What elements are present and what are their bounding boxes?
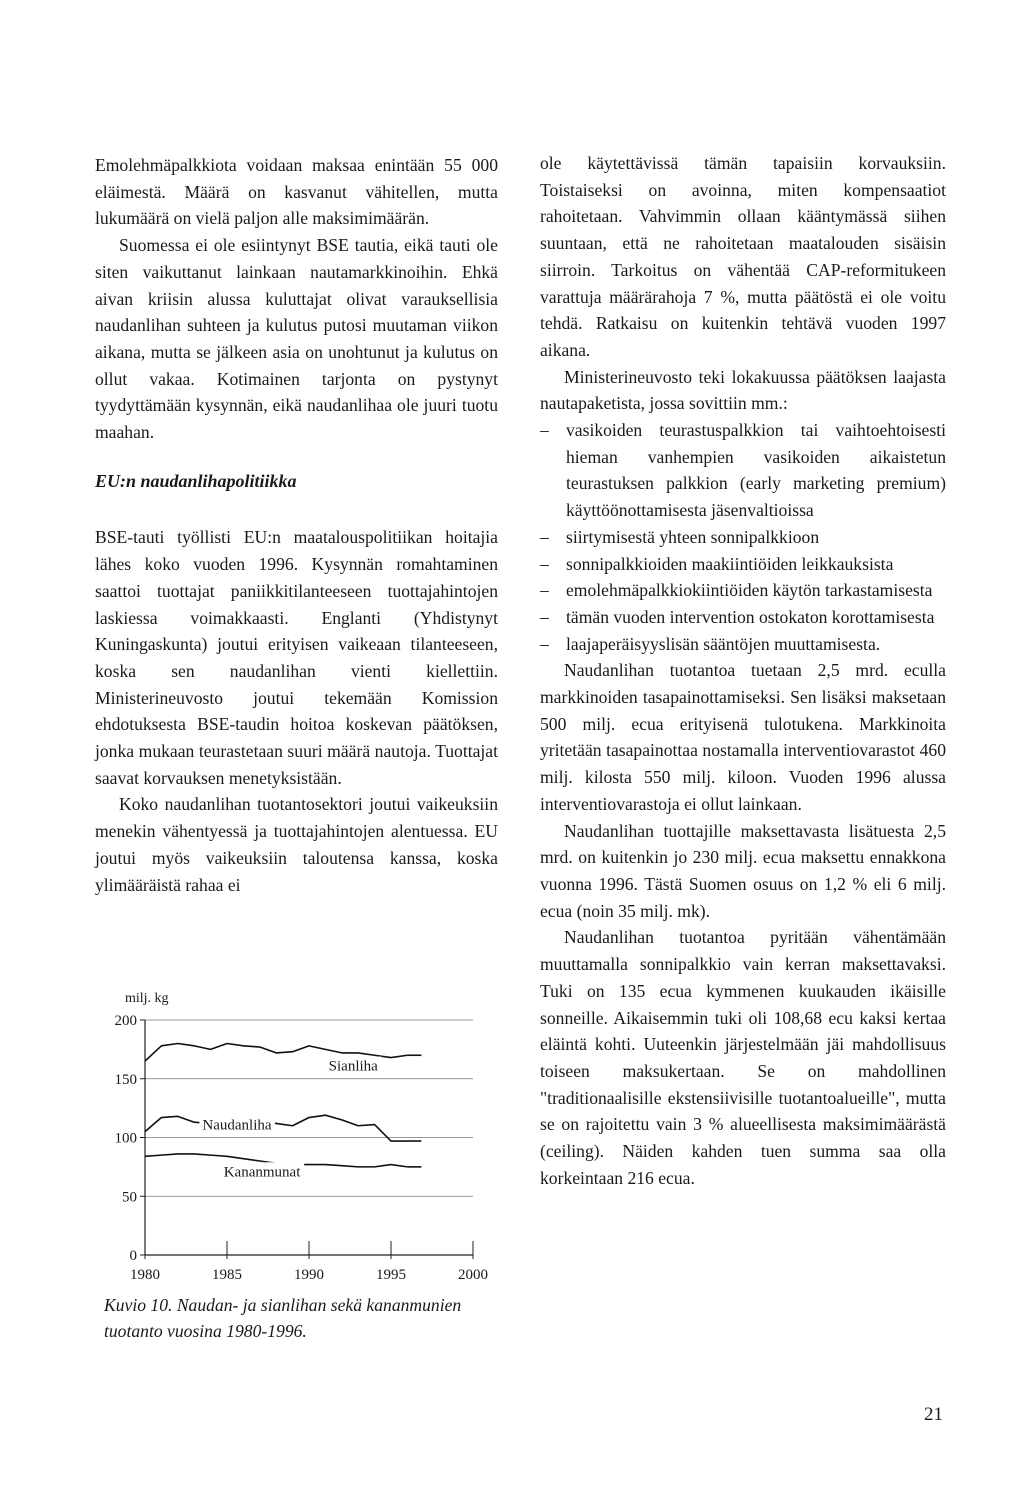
paragraph-list-intro: Ministerineuvosto teki lokakuussa päätöksen laajasta nautapaketista, jossa sovittiin mm.:: [540, 366, 946, 414]
list-item: – sonnipalkkioiden maakiintiöiden leikkauksista: [540, 551, 946, 578]
list-item: – siirtymisestä yhteen sonnipalkkioon: [540, 524, 946, 551]
paragraph-emolehma: Emolehmäpalkkiota voidaan maksaa enintään 55 000 eläimestä. Määrä on kasvanut vähitellen, mutta lukumäärä on vielä paljon alle maksimimäärän.: [95, 155, 498, 229]
y-tick-label: 200: [114, 1013, 137, 1029]
series-label-kananmunat: Kananmunat: [223, 1164, 301, 1181]
paragraph-bse-suomi: Suomessa ei ole esiintynyt BSE tautia, eikä tauti ole siten vaikuttanut lainkaan nautamarkkinoihin. Ehkä aivan kriisin alussa kuluttajat olivat varauksellisia naudanlihan suhteen ja kulutus putosi muutaman viikon aikana, mutta se jälkeen asia on unohtunut ja kulutus on ollut vakaa. Kotimainen tarjonta on pystynyt tyydyttämään kysynnän, eikä naudanlihaa ole juuri tuotu maahan.: [95, 235, 498, 443]
list-item: – vasikoiden teurastuspalkkion tai vaihtoehtoisesti hieman vanhempien vasikoiden aikaistetun teurastuksen palkkion (early marketing premium) käyttöönottamisesta jäsenvaltioissa: [540, 417, 946, 524]
y-tick-label: 0: [129, 1248, 137, 1264]
x-tick-label: 1980: [130, 1267, 160, 1283]
y-tick-label: 50: [122, 1189, 137, 1206]
list-item: – emolehmäpalkkiokiintiöiden käytön tarkastamisesta: [540, 577, 946, 604]
chart-svg: [95, 980, 515, 1290]
section-heading: EU:n naudanlihapolitiikka: [95, 470, 297, 491]
list-item: – laajaperäisyyslisän sääntöjen muuttamisesta.: [540, 631, 946, 658]
right-column: [540, 150, 946, 1191]
paragraph-bse-eu: BSE-tauti työllisti EU:n maatalouspolitiikan hoitajia lähes koko vuoden 1996. Kysynnän romahtaminen saattoi tuottajat paniikkitilanteeseen tuottajahintojen laskiessa voimakkaasti. Englanti (Yhdistynyt Kuningaskunta) joutui erityisen vaikeaan tilanteeseen, koska sen naudanlihan vienti kiellettiin. Ministerineuvosto joutui tekemään Komission ehdotuksesta BSE-taudin hoitoa koskevan päätöksen, jonka mukaan teurastetaan suuri määrä nautoja. Tuottajat saavat korvauksen menetyksistään.: [95, 527, 498, 788]
figure-caption: Kuvio 10. Naudan- ja sianlihan sekä kananmunien tuotanto vuosina 1980-1996.: [104, 1295, 462, 1341]
paragraph-sonnipalkkio: Naudanlihan tuotantoa pyritään vähentämään muuttamalla sonnipalkkio vain kerran maksettavaksi. Tuki on 135 ecua kymmenen kuukauden ikäisille sonneille. Aikaisemmin tuki oli 108,68 ecu kaksi kertaa eläintä kohti. Uuteenkin järjestelmään jäi mahdollisuus toiseen maksukertaan. Se on mahdollinen "traditionaalisille ekstensiivisille tuotantoalueille", mutta se on rajoitettu vain 3 % alueellisesta maksimimäärästä (ceiling). Näiden kahden tuen summa saa olla korkeintaan 216 ecua.: [540, 927, 946, 1188]
paragraph-continuation: ole käytettävissä tämän tapaisiin korvauksiin. Toistaiseksi on avoinna, miten kompensaatiot rahoitetaan. Vahvimmin ollaan kääntymässä siihen suuntaan, että ne rahoitetaan maatalouden sisäisin siirroin. Tarkoitus on vähentää CAP-reformitukeen varattuja määrärahoja 7 %, mutta päätöstä ei ole voitu tehdä. Ratkaisu on kuitenkin tehtävä vuoden 1997 aikana.: [540, 153, 946, 360]
paragraph-tuki: Naudanlihan tuotantoa tuetaan 2,5 mrd. eculla markkinoiden tasapainottamiseksi. Sen lisäksi maksetaan 500 milj. ecua erityisenä tulotukena. Markkinoita yritetään tasapainottaa nostamalla interventiovarastot 460 milj. kilosta 550 milj. kiloon. Vuoden 1996 alussa interventiovarastoja ei ollut lainkaan.: [540, 660, 946, 814]
production-chart: [95, 980, 515, 1290]
list-item: – tämän vuoden intervention ostokaton korottamisesta: [540, 604, 946, 631]
y-tick-label: 100: [114, 1130, 137, 1147]
series-label-naudanliha: Naudanliha: [202, 1117, 272, 1134]
decision-list: [540, 417, 946, 657]
left-column: [95, 152, 498, 898]
x-tick-label: 2000: [458, 1267, 488, 1283]
series-label-sianliha: Sianliha: [328, 1058, 378, 1075]
x-tick-label: 1985: [212, 1267, 242, 1283]
x-tick-label: 1995: [376, 1267, 406, 1283]
x-tick-label: 1990: [294, 1267, 324, 1283]
y-tick-label: 150: [114, 1071, 137, 1088]
y-axis-unit: milj. kg: [125, 991, 169, 1006]
paragraph-tuotantosektori: Koko naudanlihan tuotantosektori joutui vaikeuksiin menekin vähentyessä ja tuottajahintojen alentuessa. EU joutui myös vaikeuksiin taloutensa kanssa, koska ylimääräistä rahaa ei: [95, 794, 498, 895]
paragraph-lisatuki: Naudanlihan tuottajille maksettavasta lisätuesta 2,5 mrd. on kuitenkin jo 230 milj. ecua maksettu ennakkona vuonna 1996. Tästä Suomen osuus on 1,2 % eli 6 milj. ecua (noin 35 milj. mk).: [540, 820, 946, 921]
page-number: 21: [924, 1404, 943, 1425]
